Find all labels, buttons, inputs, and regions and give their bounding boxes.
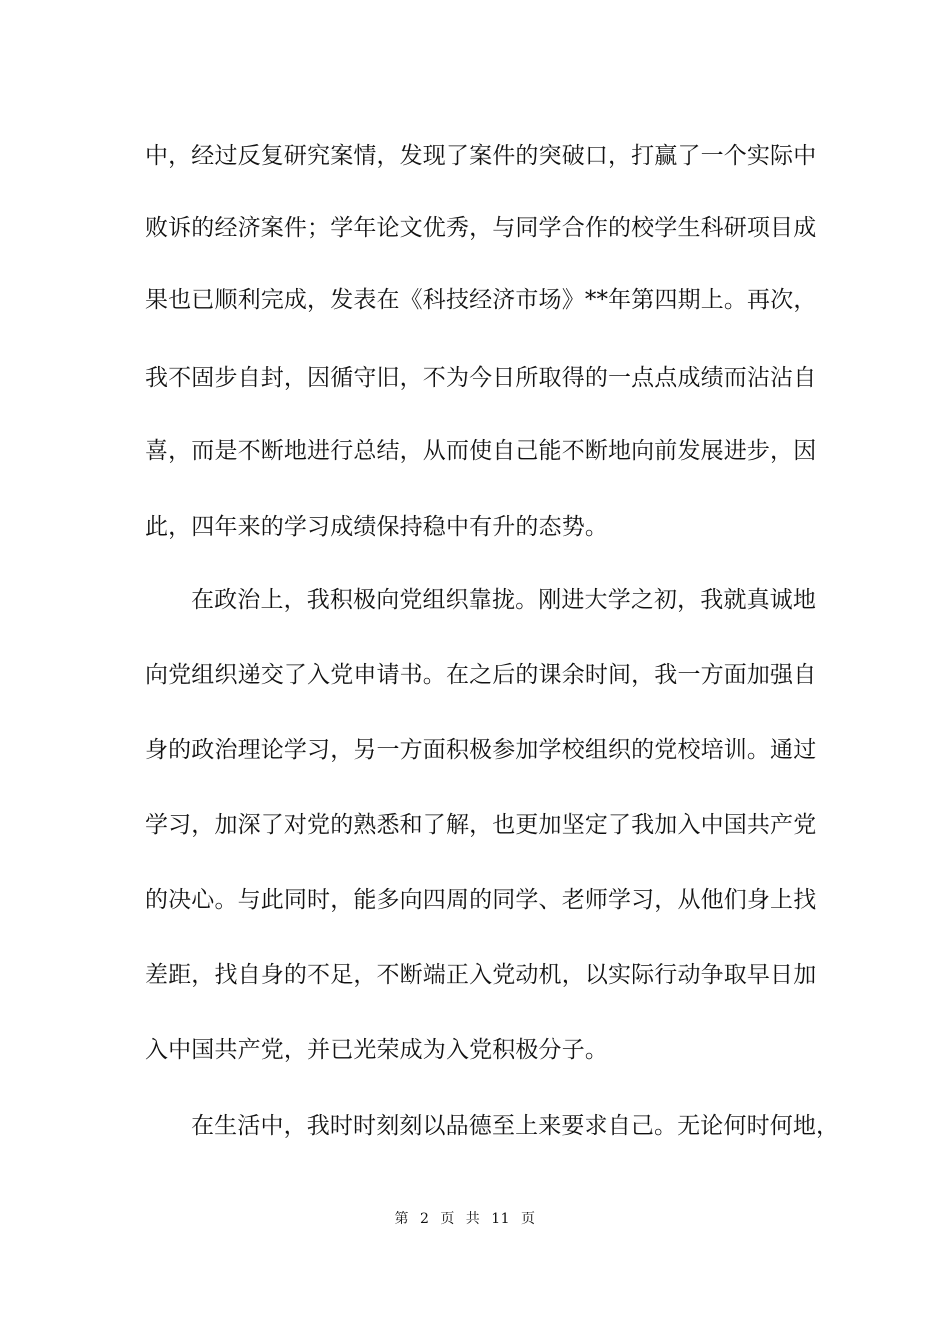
current-page-number: 2	[419, 1211, 430, 1227]
body-text-line-10: 学习，加深了对党的熟悉和了解，也更加坚定了我加入中国共产党	[145, 812, 817, 838]
body-text-line-13: 入中国共产党，并已光荣成为入党积极分子。	[145, 1037, 608, 1063]
footer-suffix: 页	[521, 1211, 536, 1227]
body-text-line-8: 向党组织递交了入党申请书。在之后的课余时间，我一方面加强自	[145, 662, 817, 688]
body-text-line-3: 果也已顺利完成，发表在《科技经济市场》**年第四期上。再次，	[145, 287, 817, 313]
body-text-line-4: 我不固步自封，因循守旧，不为今日所取得的一点点成绩而沾沾自	[145, 365, 817, 391]
total-page-count: 11	[491, 1211, 511, 1227]
footer-prefix: 第	[394, 1211, 409, 1227]
page-number-label	[391, 1210, 538, 1228]
body-text-line-5: 喜，而是不断地进行总结，从而使自己能不断地向前发展进步，因	[145, 438, 817, 464]
footer-total-prefix: 共	[465, 1211, 481, 1227]
body-text-line-11: 的决心。与此同时，能多向四周的同学、老师学习，从他们身上找	[145, 887, 817, 913]
paragraph-start-life: 在生活中，我时时刻刻以品德至上来要求自己。无论何时何地，	[191, 1113, 840, 1139]
body-text-line-1: 中，经过反复研究案情，发现了案件的突破口，打赢了一个实际中	[145, 143, 817, 169]
body-text-line-6: 此，四年来的学习成绩保持稳中有升的态势。	[145, 514, 608, 540]
paragraph-start-politics: 在政治上，我积极向党组织靠拢。刚进大学之初，我就真诚地	[191, 587, 817, 613]
page-footer	[0, 1210, 950, 1228]
body-text-line-2: 败诉的经济案件；学年论文优秀，与同学合作的校学生科研项目成	[145, 215, 817, 241]
body-text-line-12: 差距，找自身的不足，不断端正入党动机，以实际行动争取早日加	[145, 962, 817, 988]
footer-page-word: 页	[440, 1211, 455, 1227]
body-text-line-9: 身的政治理论学习，另一方面积极参加学校组织的党校培训。通过	[145, 737, 817, 763]
